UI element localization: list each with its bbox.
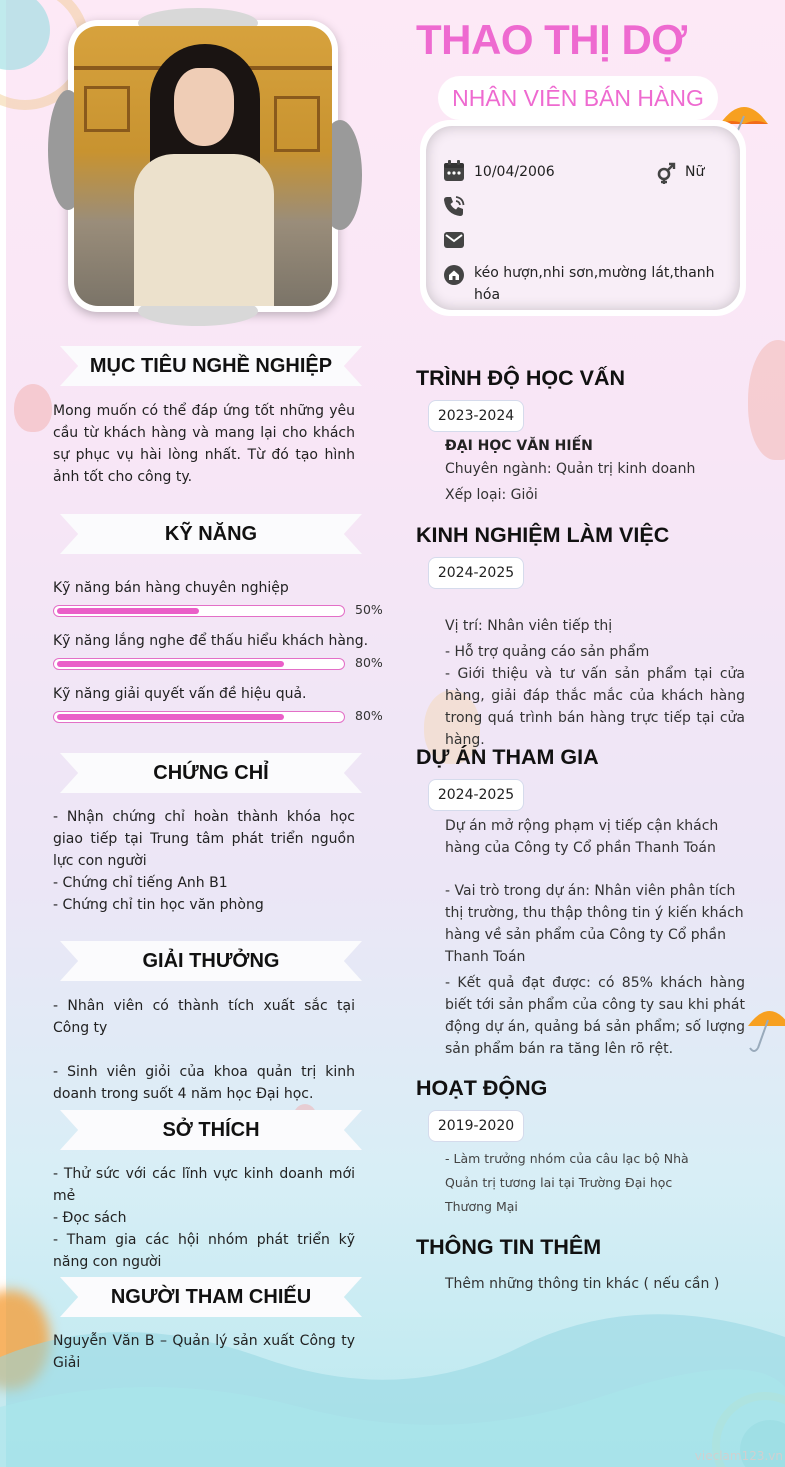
experience-line: Vị trí: Nhân viên tiếp thị	[445, 618, 613, 634]
award-line: - Sinh viên giỏi của khoa quản trị kinh doanh trong suốt 4 năm học Đại học.	[53, 1064, 355, 1102]
section-title: TRÌNH ĐỘ HỌC VẤN	[416, 366, 626, 390]
grade: Xếp loại: Giỏi	[445, 487, 538, 503]
umbrella-icon	[746, 1000, 785, 1056]
gender-icon	[655, 162, 677, 184]
skill-percent: 80%	[355, 655, 383, 670]
section-title: DỰ ÁN THAM GIA	[416, 745, 599, 769]
skill-label: Kỹ năng bán hàng chuyên nghiệp	[53, 580, 289, 596]
balloon-decoration	[748, 340, 785, 460]
activity-line: Quản trị tương lai tại Trường Đại học	[445, 1175, 673, 1190]
skill-bar-fill	[57, 608, 199, 614]
position-title: NHÂN VIÊN BÁN HÀNG	[452, 85, 704, 111]
profile-photo-frame	[68, 20, 338, 312]
skill-percent: 50%	[355, 602, 383, 617]
skill-bar-fill	[57, 714, 284, 720]
awards-list	[53, 995, 355, 1105]
hobby-line: - Đọc sách	[53, 1210, 127, 1226]
gender: Nữ	[685, 164, 705, 180]
section-title: KỸ NĂNG	[164, 523, 258, 545]
skill-bar	[53, 658, 345, 670]
skill-bar	[53, 711, 345, 723]
activity-details	[445, 1147, 745, 1219]
skills-banner	[60, 514, 362, 554]
year-label: 2019-2020	[437, 1118, 515, 1134]
section-title: KINH NGHIỆM LÀM VIỆC	[416, 523, 670, 547]
activity-line: Thương Mại	[445, 1199, 518, 1214]
education-details	[445, 435, 745, 506]
birthdate: 10/04/2006	[474, 164, 555, 180]
project-result: - Kết quả đạt được: có 85% khách hàng biết tới sản phẩm của công ty sau khi phát động dự án, quảng bá sản phẩm; số lượng sản phẩm bán ra tăng lên rõ rệt.	[445, 975, 745, 1057]
certificate-line: - Chứng chỉ tin học văn phòng	[53, 897, 264, 913]
certificates-list	[53, 806, 355, 916]
year-badge	[428, 400, 524, 432]
year-label: 2024-2025	[437, 787, 515, 803]
hobbies-banner	[60, 1110, 362, 1150]
year-label: 2023-2024	[437, 408, 515, 424]
phone-icon	[443, 195, 465, 217]
hobby-line: - Tham gia các hội nhóm phát triển kỹ năng con người	[53, 1232, 355, 1270]
address: kéo hượn,nhi sơn,mường lát,thanh hóa	[474, 265, 715, 303]
section-title: SỞ THÍCH	[162, 1119, 260, 1141]
skill-bar	[53, 605, 345, 617]
calendar-icon	[443, 160, 465, 182]
section-title: THÔNG TIN THÊM	[416, 1235, 602, 1259]
awards-banner	[60, 941, 362, 981]
experience-details	[445, 615, 745, 751]
hobbies-list	[53, 1163, 355, 1273]
award-line: - Nhân viên có thành tích xuất sắc tại Công ty	[53, 998, 355, 1036]
references-banner	[60, 1277, 362, 1317]
wave-decoration	[0, 1297, 785, 1467]
skill-label: Kỹ năng giải quyết vấn đề hiệu quả.	[53, 686, 307, 702]
activity-line: - Làm trưởng nhóm của câu lạc bộ Nhà	[445, 1151, 689, 1166]
objective-banner	[60, 346, 362, 386]
section-title: HOẠT ĐỘNG	[416, 1076, 548, 1100]
additional-text: Thêm những thông tin khác ( nếu cần )	[445, 1276, 720, 1292]
home-icon	[443, 264, 465, 286]
certificate-line: - Nhận chứng chỉ hoàn thành khóa học giao tiếp tại Trung tâm phát triển nguồn lực con người	[53, 809, 355, 869]
hobby-line: - Thử sức với các lĩnh vực kinh doanh mới mẻ	[53, 1166, 355, 1204]
skill-label: Kỹ năng lắng nghe để thấu hiểu khách hàng.	[53, 633, 369, 649]
section-title: GIẢI THƯỞNG	[142, 950, 280, 972]
experience-line: - Giới thiệu và tư vấn sản phẩm tại cửa hàng, giải đáp thắc mắc của khách hàng trong quá trình bán hàng trực tiếp tại cửa hàng.	[445, 666, 745, 748]
references-text: Nguyễn Văn B – Quản lý sản xuất Công ty Giải	[53, 1333, 355, 1371]
profile-photo	[74, 26, 332, 306]
year-label: 2024-2025	[437, 565, 515, 581]
candidate-name: THAO THỊ DỢ	[416, 16, 687, 63]
position-pill	[438, 76, 718, 120]
watermark: vieclam123.vn	[694, 1449, 783, 1463]
school-name: ĐẠI HỌC VĂN HIẾN	[445, 438, 593, 454]
certificates-banner	[60, 753, 362, 793]
email-icon	[443, 229, 465, 251]
section-title: NGƯỜI THAM CHIẾU	[110, 1286, 312, 1308]
major: Chuyên ngành: Quản trị kinh doanh	[445, 461, 696, 477]
balloon-decoration	[14, 384, 52, 432]
section-title: CHỨNG CHỈ	[153, 762, 269, 784]
skill-item	[53, 578, 383, 617]
project-name: Dự án mở rộng phạm vị tiếp cận khách hàng của Công ty Cổ phần Thanh Toán	[445, 818, 719, 856]
section-title: MỤC TIÊU NGHỀ NGHIỆP	[89, 355, 333, 377]
skill-item	[53, 684, 383, 723]
year-badge	[428, 557, 524, 589]
year-badge	[428, 779, 524, 811]
certificate-line: - Chứng chỉ tiếng Anh B1	[53, 875, 228, 891]
page-edge	[0, 0, 6, 1467]
project-role: - Vai trò trong dự án: Nhân viên phân tích thị trường, thu thập thông tin ý kiến khách hàng về sản phẩm của Công ty Cổ phần Thanh Toán	[445, 883, 744, 965]
year-badge	[428, 1110, 524, 1142]
experience-line: - Hỗ trợ quảng cáo sản phẩm	[445, 644, 650, 660]
skill-bar-fill	[57, 661, 284, 667]
skill-percent: 80%	[355, 708, 383, 723]
skill-item	[53, 631, 383, 670]
objective-text: Mong muốn có thể đáp ứng tốt những yêu cầu từ khách hàng và mang lại cho khách sự phục vụ hài lòng nhất. Từ đó tạo hình ảnh tốt cho công ty.	[53, 403, 355, 485]
